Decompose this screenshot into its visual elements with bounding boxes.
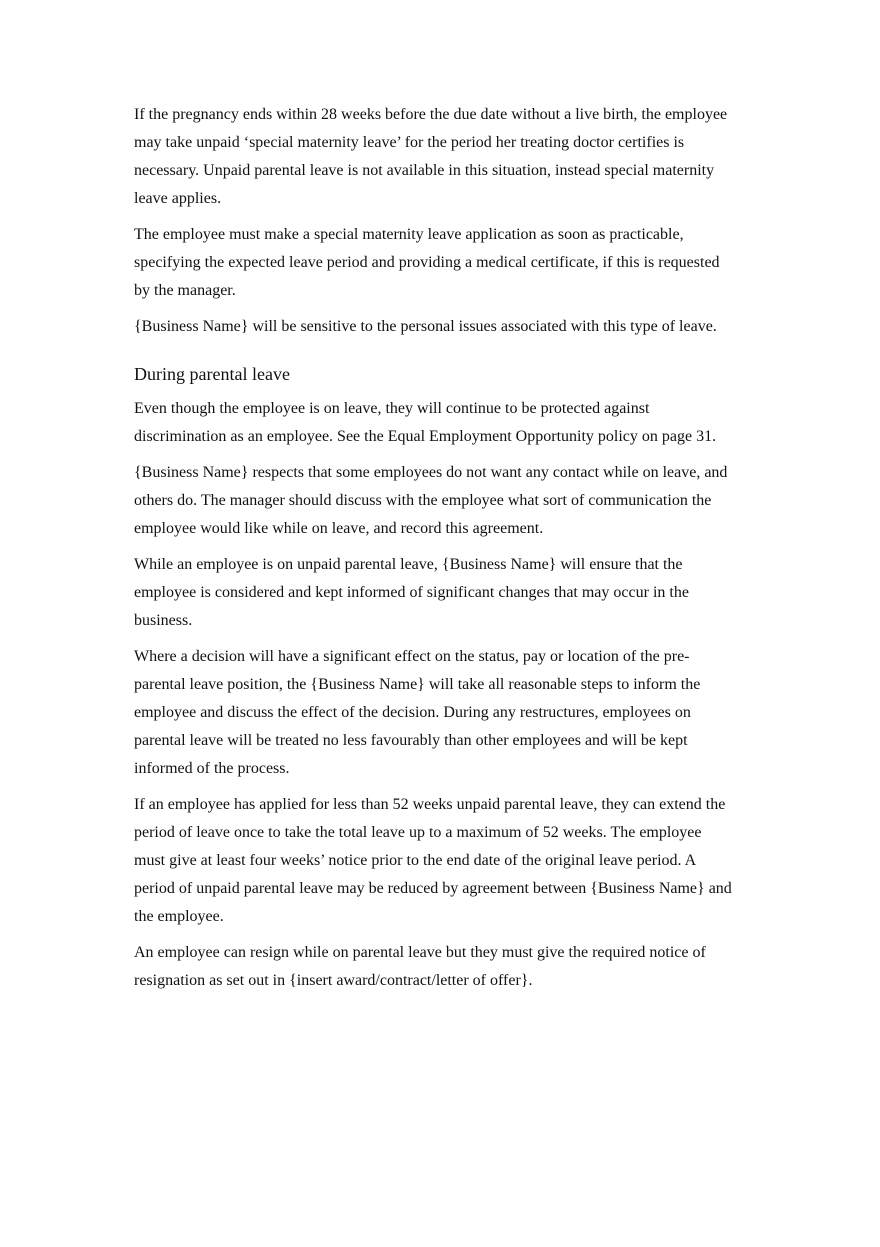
paragraph-special-maternity-leave: If the pregnancy ends within 28 weeks before the due date without a live birth, the employee may take unpaid ‘special maternity leave’ for the period her treating doctor certifies is necessary. Unpaid parental leave is not available in this situation, instead special maternity leave applies. [134, 106, 728, 207]
paragraph-discrimination-protection: Even though the employee is on leave, they will continue to be protected against discrimination as an employee. See the Equal Employment Opportunity policy on page 31. [134, 400, 717, 445]
section-heading: During parental leave [134, 364, 290, 384]
paragraph-sensitivity: {Business Name} will be sensitive to the personal issues associated with this type of leave. [134, 318, 717, 335]
paragraph-significant-decisions: Where a decision will have a significant effect on the status, pay or location of the pre-parental leave position, the {Business Name} will take all reasonable steps to inform the employee and discuss the effect of the decision. During any restructures, employees on parental leave will be treated no less favourably than other employees and will be kept informed of the process. [134, 648, 701, 777]
document-page [134, 101, 734, 1003]
paragraph-leave-application: The employee must make a special maternity leave application as soon as practicable, specifying the expected leave period and providing a medical certificate, if this is requested by the manager. [134, 226, 720, 299]
paragraph-kept-informed: While an employee is on unpaid parental leave, {Business Name} will ensure that the employee is considered and kept informed of significant changes that may occur in the business. [134, 556, 689, 629]
paragraph-contact-while-on-leave: {Business Name} respects that some employees do not want any contact while on leave, and others do. The manager should discuss with the employee what sort of communication the employee would like while on leave, and record this agreement. [134, 464, 728, 537]
paragraph-resignation: An employee can resign while on parental leave but they must give the required notice of resignation as set out in {insert award/contract/letter of offer}. [134, 944, 706, 989]
paragraph-extend-leave: If an employee has applied for less than 52 weeks unpaid parental leave, they can extend the period of leave once to take the total leave up to a maximum of 52 weeks. The employee must give at least four weeks’ notice prior to the end date of the original leave period. A period of unpaid parental leave may be reduced by agreement between {Business Name} and the employee. [134, 796, 732, 925]
